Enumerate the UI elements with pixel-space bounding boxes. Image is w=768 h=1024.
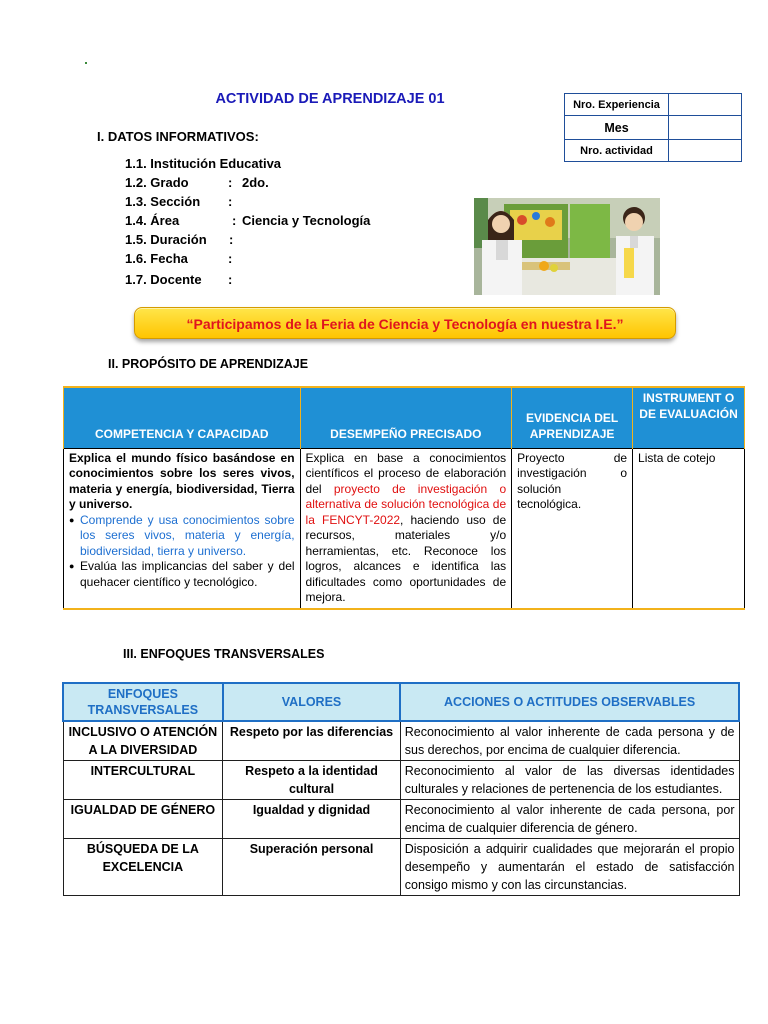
valor-cell: Respeto por las diferencias	[223, 721, 400, 761]
info-colon: :	[228, 175, 233, 190]
info-key: 1.2. Grado	[125, 175, 189, 190]
info-colon: :	[229, 232, 234, 247]
capacidad-item: ● Comprende y usa conocimientos sobre los seres vivos, materia y energía, biodiversidad, tierra y universo.	[69, 513, 295, 560]
col-header-enfoques: ENFOQUES TRANSVERSALES	[63, 683, 223, 721]
info-colon: :	[228, 272, 233, 287]
month-value	[669, 116, 742, 140]
desempeno-cell	[300, 448, 512, 609]
section-2-heading: II. PROPÓSITO DE APRENDIZAJE	[108, 357, 309, 371]
accion-cell: Disposición a adquirir cualidades que mejorarán el propio desempeño y aumentarán el estado de satisfacción consigo mismo y con las circunstancias.	[400, 839, 739, 896]
students-science-fair-photo	[474, 198, 660, 295]
enfoque-cell: BÚSQUEDA DE LA EXCELENCIA	[63, 839, 223, 896]
competencia-text: Explica el mundo físico basándose en conocimientos sobre los seres vivos, materia y energía, biodiversidad, Tierra y universo.	[69, 450, 295, 511]
info-value: 2do.	[242, 175, 269, 190]
table-row	[63, 761, 739, 800]
accion-cell: Reconocimiento al valor inherente de cada persona, por encima de cualquier diferencia de género.	[400, 800, 739, 839]
accion-cell: Reconocimiento al valor inherente de cada persona y de sus derechos, por encima de cualquier diferencia.	[400, 721, 739, 761]
info-key: 1.4. Área	[125, 213, 180, 228]
info-colon: :	[232, 213, 237, 228]
experience-value	[669, 94, 742, 116]
enfoques-header-row	[63, 683, 739, 721]
section-1-heading: I. DATOS INFORMATIVOS:	[97, 129, 259, 144]
month-row	[565, 116, 742, 140]
experience-row	[565, 94, 742, 116]
proposito-table	[63, 386, 745, 610]
activity-value	[669, 140, 742, 162]
col-header-valores: VALORES	[223, 683, 400, 721]
enfoque-cell: IGUALDAD DE GÉNERO	[63, 800, 223, 839]
desempeno-text-cont: , haciendo uso de recursos, materiales y/o herramientas, etc. Reconoce los logros, alcances e identifica las dificultades como oportunidades de mejora.	[305, 512, 507, 604]
evidencia-cell: Proyecto de investigación o solución tecnológica.	[512, 448, 633, 609]
desempeno-highlight: proyecto de investigación o alternativa de solución tecnológica de la FENCYT-2022	[305, 481, 507, 527]
info-key: 1.5. Duración	[125, 232, 207, 247]
capacidad-item: ● Evalúa las implicancias del saber y del quehacer científico y tecnológico.	[69, 559, 295, 590]
info-key: 1.7. Docente	[125, 272, 202, 287]
activity-title-banner: “Participamos de la Feria de Ciencia y Tecnología en nuestra I.E.”	[134, 307, 676, 339]
experience-label: Nro. Experiencia	[565, 94, 669, 116]
enfoques-table	[62, 682, 740, 896]
info-colon: :	[228, 194, 233, 209]
info-key: 1.3. Sección	[125, 194, 201, 209]
valor-cell: Respeto a la identidad cultural	[223, 761, 400, 800]
col-header-instrumento: INSTRUMENT O DE EVALUACIÓN	[633, 387, 745, 448]
desempeno-text: Explica en base a conocimientos científicos el proceso de elaboración del	[305, 450, 507, 496]
experience-table	[564, 93, 742, 162]
page-title: ACTIVIDAD DE APRENDIZAJE 01	[215, 91, 445, 107]
info-value: Ciencia y Tecnología	[242, 213, 371, 228]
col-header-competencia: COMPETENCIA Y CAPACIDAD	[64, 387, 301, 448]
table-row	[63, 721, 739, 761]
valor-cell: Igualdad y dignidad	[223, 800, 400, 839]
proposito-row	[64, 448, 745, 609]
info-key: 1.1. Institución Educativa	[125, 156, 282, 171]
month-label: Mes	[565, 116, 669, 140]
col-header-evidencia: EVIDENCIA DEL APRENDIZAJE	[512, 387, 633, 448]
info-key: 1.6. Fecha	[125, 251, 188, 266]
enfoque-cell: INCLUSIVO O ATENCIÓN A LA DIVERSIDAD	[63, 721, 223, 761]
accion-cell: Reconocimiento al valor de las diversas identidades culturales y relaciones de pertenencia de los estudiantes.	[400, 761, 739, 800]
section-3-heading: III. ENFOQUES TRANSVERSALES	[123, 647, 325, 661]
decorative-dot	[85, 62, 87, 64]
table-row	[63, 800, 739, 839]
competencia-cell	[64, 448, 301, 609]
activity-row	[565, 140, 742, 162]
valor-cell: Superación personal	[223, 839, 400, 896]
enfoque-cell: INTERCULTURAL	[63, 761, 223, 800]
proposito-header-row	[64, 387, 745, 448]
activity-label: Nro. actividad	[565, 140, 669, 162]
table-row	[63, 839, 739, 896]
info-colon: :	[228, 251, 233, 266]
col-header-desempeno: DESEMPEÑO PRECISADO	[300, 387, 512, 448]
col-header-acciones: ACCIONES O ACTITUDES OBSERVABLES	[400, 683, 739, 721]
instrumento-cell: Lista de cotejo	[633, 448, 745, 609]
photo-students-science-fair	[474, 198, 660, 295]
capacidades-list	[69, 513, 295, 591]
